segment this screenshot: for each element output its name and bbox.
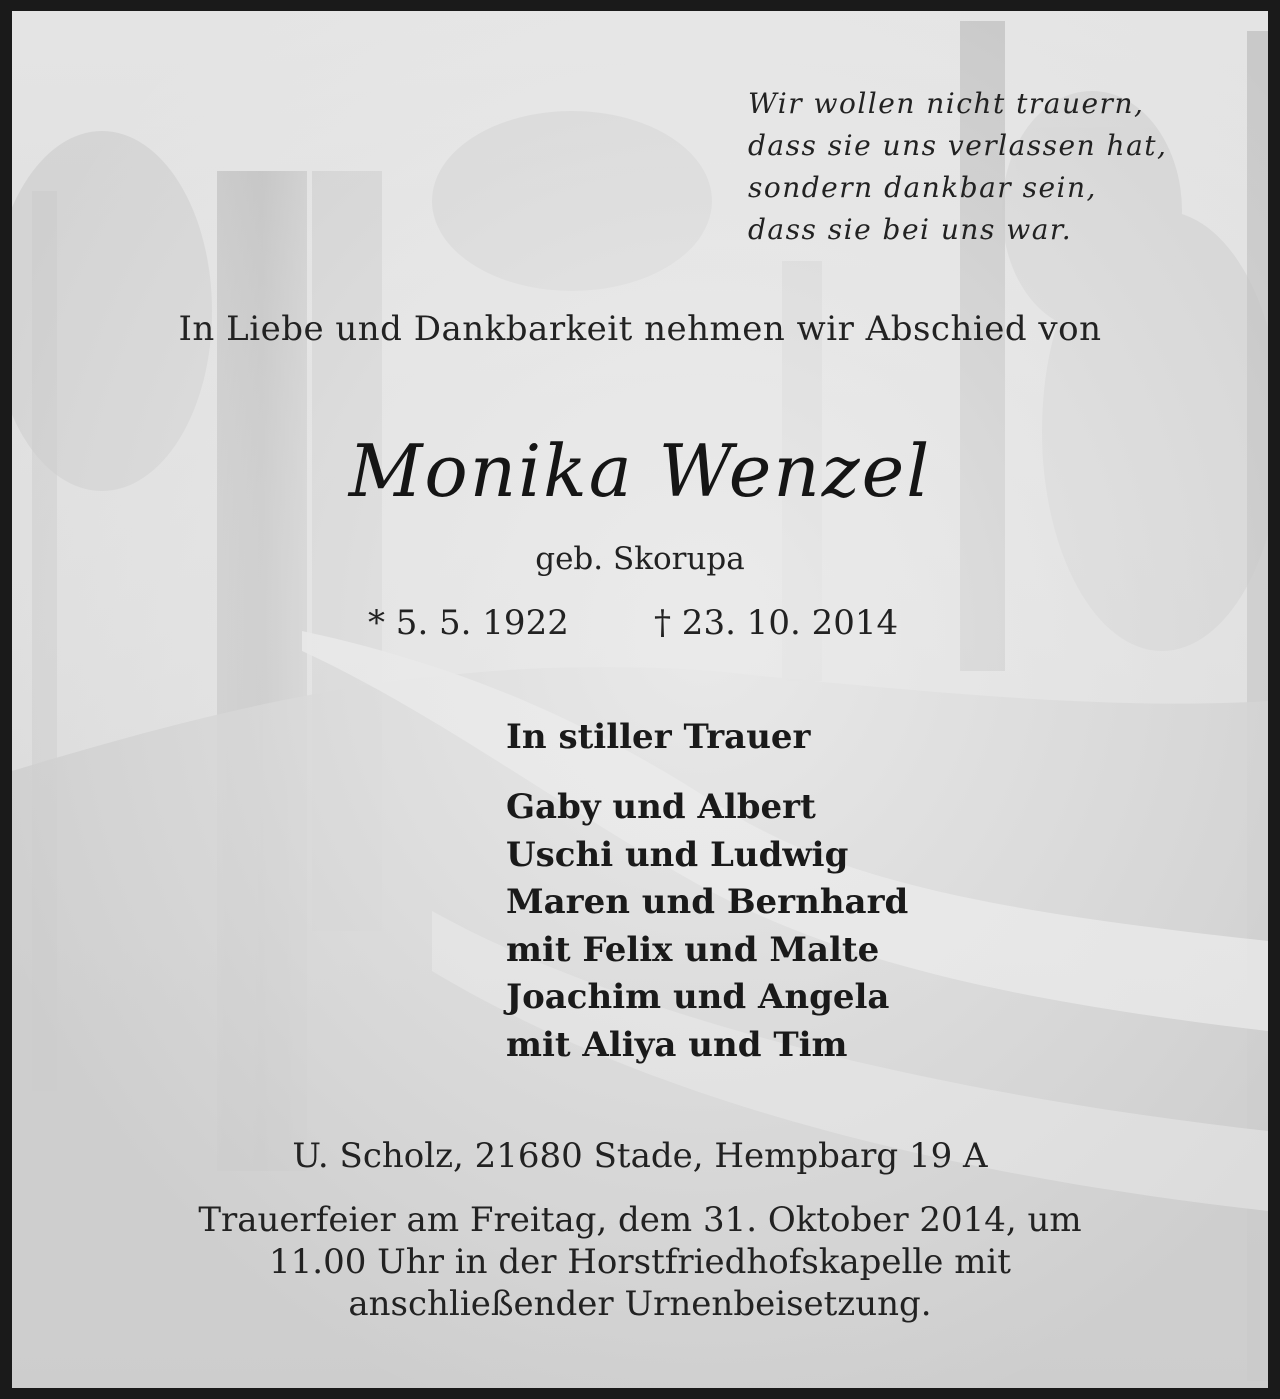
service-info-line: anschließender Urnenbeisetzung. [348,1284,932,1324]
memorial-verse-line: Wir wollen nicht trauern, [748,87,1145,120]
funeral-service-info [12,1199,1268,1325]
contact-address: U. Scholz, 21680 Stade, Hempbarg 19 A [292,1136,988,1176]
mourning-heading: In stiller Trauer [506,717,811,757]
service-info-line: Trauerfeier am Freitag, dem 31. Oktober 2014, um [198,1200,1082,1240]
birth-date: * 5. 5. 1922 [368,603,569,643]
mourner-entry: mit Aliya und Tim [506,1024,848,1065]
service-info-line: 11.00 Uhr in der Horstfriedhofskapelle mit [269,1242,1011,1282]
mourner-entry: Maren und Bernhard [506,882,909,922]
farewell-intro: In Liebe und Dankbarkeit nehmen wir Abschied von [178,309,1102,349]
death-date: † 23. 10. 2014 [654,603,899,643]
mourner-entry: Gaby und Albert [506,787,816,827]
mourner-entry: mit Felix und Malte [506,929,880,970]
maiden-name: geb. Skorupa [535,541,745,577]
obituary-notice [12,11,1268,1388]
mourner-entry: Uschi und Ludwig [506,834,849,875]
memorial-verse-line: dass sie uns verlassen hat, [748,129,1168,162]
mourners-list [506,784,908,1069]
deceased-name: Monika Wenzel [348,429,932,513]
memorial-verse [748,83,1167,251]
mourner-entry: Joachim und Angela [506,977,890,1017]
memorial-verse-line: sondern dankbar sein, [748,171,1097,204]
memorial-verse-line: dass sie bei uns war. [748,213,1073,246]
